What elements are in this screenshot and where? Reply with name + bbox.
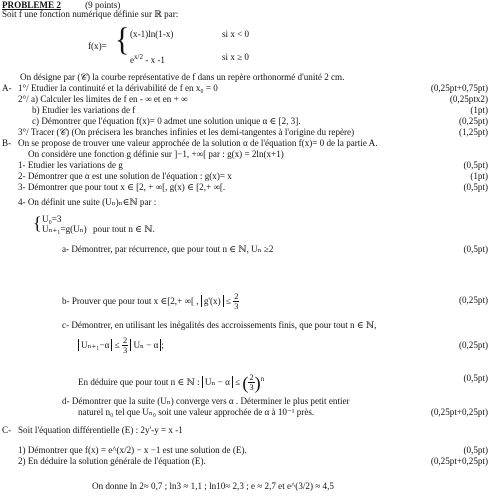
part-c-label: C- bbox=[2, 425, 12, 435]
part-b-qe-line1: d- Démontrer que la suite (Uₙ) converge vers α . Déterminer le plus petit entier bbox=[62, 396, 350, 406]
part-b-qc: c- Démontrer, en utilisant les inégalités des accroissements finis, que pour tout n ∈ ℕ, bbox=[62, 320, 377, 330]
part-b-qe-line2: naturel n₀ tel que Uₙ₀ soit une valeur approchée de α à 10⁻¹ près. bbox=[78, 407, 315, 417]
case2-condition: si x ≥ 0 bbox=[222, 52, 249, 62]
part-a-q2b: b) Etudier les variations de f bbox=[32, 105, 136, 115]
part-a-q1-points: (0,25pt+0,75pt) bbox=[430, 83, 488, 93]
part-b-intro1: On se propose de trouver une valeur approchée de la solution α de l'équation f(x)= 0 de la partie A. bbox=[18, 138, 378, 148]
part-b-qc-inequality: Uₙ₊₁−α ≤ $\frac{2}{3}$ Uₙ − α ; bbox=[78, 335, 164, 355]
part-b-qd-points: (0,5pt) bbox=[463, 373, 488, 383]
part-b-q3-points: (0,5pt) bbox=[463, 182, 488, 192]
part-c-q2: 2) En déduire la solution générale de l'équation (E). bbox=[18, 456, 206, 466]
part-b-intro2: On considère une fonction g définie sur ]−1, +∞[ par : g(x) = 2ln(x+1) bbox=[28, 149, 284, 159]
part-b-q2: 2- Démontrer que α est une solution de l'équation : g(x)= x bbox=[18, 171, 232, 181]
part-a-q3: 3°/ Tracer (𝒞) (On précisera les branches infinies et les demi-tangentes à l'origine du repère) bbox=[18, 127, 355, 137]
part-a-label: A- bbox=[2, 83, 12, 93]
function-intro: Soit f une fonction numérique définie sur ℝ par: bbox=[2, 9, 179, 19]
part-c-q1: 1) Démontrer que f(x) = e^(x/2) − x −1 est une solution de (E). bbox=[18, 445, 247, 455]
case1-condition: si x < 0 bbox=[222, 29, 250, 39]
part-b-q1: 1- Etudier les variations de g bbox=[18, 160, 123, 170]
part-b-qc-points: (0,25pt) bbox=[458, 340, 488, 350]
part-a-q2c: c) Démontrer que l'équation f(x)= 0 admet une solution unique α ∈ [2, 3]. bbox=[32, 116, 301, 126]
given-values: On donne ln 2≈ 0,7 ; ln3 ≈ 1,1 ; ln10≈ 2,3 ; e ≈ 2,7 et e^(3/2) ≈ 4,5 bbox=[92, 481, 334, 491]
part-b-qb-points: (0,25pt) bbox=[458, 295, 488, 305]
case2-expression: $e^{x/2}$ - x -1 bbox=[130, 53, 165, 66]
part-c-intro: Soit l'équation différentielle (E) : 2y'-y = x -1 bbox=[18, 425, 183, 435]
piecewise-brace: { bbox=[115, 21, 130, 58]
part-b-q1-points: (0,5pt) bbox=[463, 160, 488, 170]
sequence-recurrence: Uₙ₊₁=g(Uₙ) pour tout n ∈ ℕ. bbox=[42, 224, 155, 234]
function-lhs: f(x)= bbox=[88, 41, 107, 51]
problem-points: (9 points) bbox=[85, 0, 121, 10]
part-c-q1-points: (0,5pt) bbox=[463, 445, 488, 455]
part-b-qb: b- Prouver que pour tout x ∈[2,+ ∞[ , g'(x) ≤ $\frac{2}{3}$ bbox=[62, 291, 239, 312]
bound-fraction: $\frac{2}{3}$ bbox=[234, 291, 239, 312]
part-b-q4: 4- On définit une suite (Uₙ)ₙ∈ℕ par : bbox=[18, 197, 157, 207]
part-b-qa-points: (0,5pt) bbox=[463, 244, 488, 254]
part-a-q2a: 2°/ a) Calculer les limites de f en - ∞ et en + ∞ bbox=[18, 94, 188, 104]
derivative-abs: g'(x) bbox=[201, 295, 224, 307]
part-b-qe-points: (0,25pt+0,25pt) bbox=[430, 407, 488, 417]
part-a-q1: 1°/ Etudier la continuité et la dérivabilité de f en x₀ = 0 bbox=[18, 83, 218, 93]
sequence-initial: U₀=3 bbox=[42, 214, 62, 224]
part-a-q2a-points: (0,25ptx2) bbox=[449, 94, 488, 104]
part-a-q2b-points: (1pt) bbox=[470, 105, 488, 115]
part-a-q2c-points: (0,25pt) bbox=[458, 116, 488, 126]
part-b-qd: En déduire que pour tout n ∈ ℕ : Uₙ − α ≤ ( $\frac{2}{3}$ )$^n$ bbox=[78, 372, 265, 393]
part-b-q2-points: (1pt) bbox=[470, 171, 488, 181]
part-a-q3-points: (1,25pt) bbox=[458, 127, 488, 137]
problem-title: PROBLEME 2 bbox=[2, 0, 61, 10]
part-c-q2-points: (0,25pt+0,25pt) bbox=[430, 456, 488, 466]
curve-definition: On désigne par (𝒞) la courbe représentative de f dans un repère orthonormé d'unité 2 cm. bbox=[20, 72, 345, 82]
part-b-qa: a- Démontrer, par récurrence, que pour tout n ∈ ℕ, Uₙ ≥2 bbox=[62, 244, 274, 254]
part-b-q3: 3- Démontrer que pour tout x ∈ [2, + ∞[, g(x) ∈ [2,+ ∞[. bbox=[18, 182, 226, 192]
sequence-brace: { bbox=[33, 213, 42, 233]
case1-expression: (x-1)ln(1-x) bbox=[130, 29, 174, 39]
part-b-label: B- bbox=[2, 138, 12, 148]
